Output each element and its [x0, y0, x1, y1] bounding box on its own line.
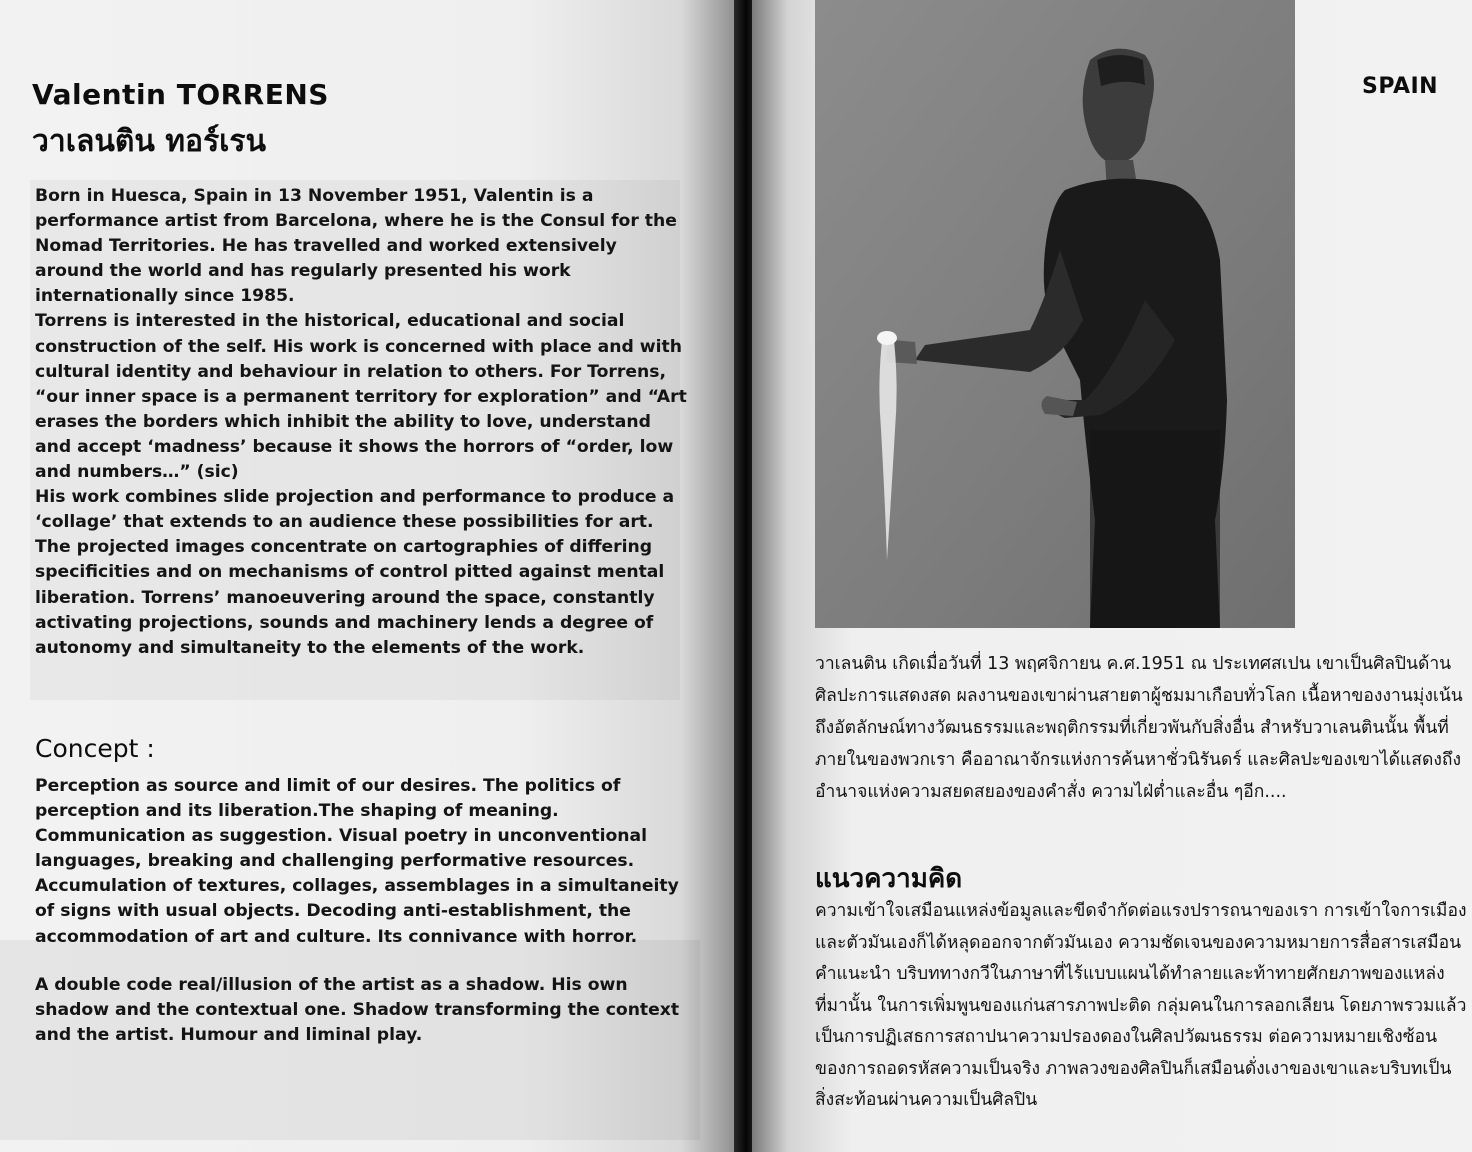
- bio-en: [35, 184, 687, 661]
- bio-paragraph: Torrens is interested in the historical, educational and social construction of the self. His work is concerned with place and with cultural identity and behaviour in relation to others. For Torrens, “our inner space is a permanent territory for exploration” and “Art erases the borders which inhibit the ability to love, understand and accept ‘madness’ because it shows the horrors of “order, low and numbers…” (sic): [35, 311, 687, 483]
- concept-th-paragraph: ความเข้าใจเสมือนแหล่งข้อมูลและขีดจำกัดต่อแรงปรารถนาของเรา การเข้าใจการเมืองและตัวมันเองก็ได้หลุดออกจากตัวมันเอง ความชัดเจนของความหมายการสื่อสารเสมือนคำแนะนำ บริบททางกวีในภาษาที่ไร้แบบแผนได้ทำลายและท้าทายศักยภาพของแหล่งที่มานั้น ในการเพิ่มพูนของแก่นสารภาพปะติด กลุ่มคนในการลอกเลียน โดยภาพรวมแล้วเป็นการปฏิเสธการสถาปนาความปรองดองในศิลปวัฒนธรรม ต่อความหมายเชิงซ้อนของการถอดรหัสความเป็นจริง ภาพลวงของศิลปินก็เสมือนดั่งเงาของเขาและบริบทเป็นสิ่งสะท้อนผ่านความเป็นศิลปิน: [815, 901, 1467, 1110]
- artist-name-th: วาเลนติน ทอร์เรน: [32, 124, 267, 159]
- bio-paragraph: Born in Huesca, Spain in 13 November 1951, Valentin is a performance artist from Barcelona, where he is the Consul for the Nomad Territories. He has travelled and worked extensively around the world and has regularly presented his work internationally since 1985.: [35, 186, 677, 307]
- country-label: SPAIN: [1362, 74, 1439, 99]
- bio-th-paragraph: วาเลนติน เกิดเมื่อวันที่ 13 พฤศจิกายน ค.ศ.1951 ณ ประเทศสเปน เขาเป็นศิลปินด้านศิลปะการแสดงสด ผลงานของเขาผ่านสายตาผู้ชมมาเกือบทั่วโลก เนื้อหาของงานมุ่งเน้นถึงอัตลักษณ์ทางวัฒนธรรมและพฤติกรรมที่เกี่ยวพันกับสิ่งอื่น สำหรับวาเลนตินนั้น พื้นที่ภายในของพวกเรา คืออาณาจักรแห่งการค้นหาชั่วนิรันดร์ และศิลปะของเขาได้แสดงถึงอำนาจแห่งความสยดสยองของคำสั่ง ความไฝ่ต่ำและอื่น ๆอีก....: [815, 654, 1463, 802]
- concept-paragraph: A double code real/illusion of the artist as a shadow. His own shadow and the contextual one. Shadow transforming the context and the artist. Humour and liminal play.: [35, 974, 680, 1045]
- bio-th: [815, 648, 1465, 808]
- bio-paragraph: His work combines slide projection and performance to produce a ‘collage’ that extends to an audience these possibilities for art. The projected images concentrate on cartographies of differing specificities and on mechanisms of control pitted against mental liberation. Torrens’ manoeuvering around the space, constantly activating projections, sounds and machinery lends a degree of autonomy and simultaneity to the elements of the work.: [35, 487, 675, 658]
- concept-en: [35, 774, 687, 1071]
- concept-heading: Concept :: [35, 734, 155, 763]
- artist-name-en: Valentin TORRENS: [32, 78, 329, 111]
- concept-heading-th: แนวความคิด: [815, 864, 963, 894]
- concept-th: [815, 896, 1467, 1117]
- artist-photo: [815, 0, 1295, 628]
- concept-paragraph: Perception as source and limit of our desires. The politics of perception and its liberation.The shaping of meaning. Communication as suggestion. Visual poetry in unconventional languages, breaking and challenging performative resources. Accumulation of textures, collages, assemblages in a simultaneity of signs with usual objects. Decoding anti-establishment, the accommodation of art and culture. Its connivance with horror.: [35, 776, 679, 947]
